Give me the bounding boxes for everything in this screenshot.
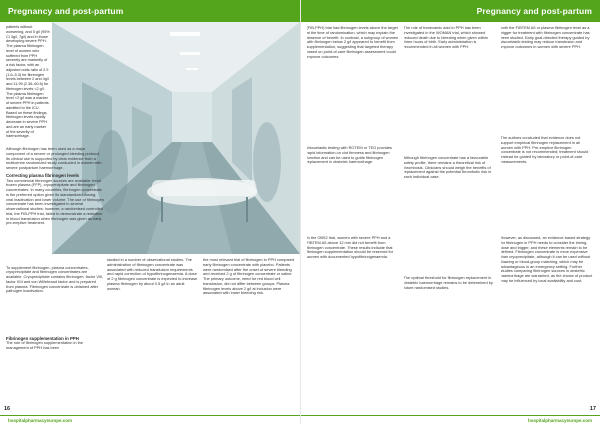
subheading: Correcting plasma fibrinogen levels [6,173,80,178]
paragraph: The optimal threshold for fibrinogen replacement in obstetric haemorrhage remains to be determined by future randomised studies. [403,276,493,290]
left-col3 [203,258,295,398]
right-col2 [404,26,496,396]
paragraph: (FIB-PPH) trial had fibrinogen levels above the target at the time of randomisation, which may explain the absence of benefit. In contrast, a subgroup of women with fibrinogen below 2 g/l appeared to benefit from supplementation, suggesting that targeted therapy based on point-of-care fibrinogen assessment could improve outcomes. [306,26,399,59]
left-col2 [107,258,199,398]
paragraph: Two commercial fibrinogen sources are available: fresh frozen plasma (FFP), cryoprecipitate and fibrinogen concentrates. In many countries, fibrinogen concentrate is the preferred option given its standardized dosing, viral inactivation and lower volume. The use of fibrinogen concentrate has been investigated in several observational studies; however, a randomised controlled trial, the FIB-PPH trial, failed to demonstrate a reduction in blood transfusion when fibrinogen was given as early pre-emptive treatment. [6,178,104,226]
paragraph: The role of tranexamic acid in PPH has been investigated in the WOMAN trial, which showed reduced death due to bleeding when given within three hours of birth. Early administration is recommended in all women with PPH. [403,26,488,49]
left-col1 [6,147,104,355]
section-title: Pregnancy and post-partum [8,6,124,16]
paragraph: The role of fibrinogen supplementation in the management of PPH has been [6,341,83,351]
subheading: Fibrinogen supplementation in PPH [6,335,79,341]
paragraph: the most relevant trial of fibrinogen in PPH compared early fibrinogen concentrate with placebo. Patients were randomised after the onset of severe bleeding and received 2 g of fibrinogen concentrate or saline. The primary outcome, need for red blood cell transfusion, did not differ between groups. Plasma fibrinogen levels above 2 g/l at inclusion were associated with lower bleeding risk. [203,258,295,296]
footer-rule [301,415,600,416]
paragraph: In the OBS2 trial, women with severe PPH and a FIBTEM A5 above 12 mm did not benefit from fibrinogen concentrate. These results indicate that fibrinogen supplementation should be reserved for women with documented hypofibrinogenaemia. [306,236,394,259]
page-number: 17 [589,406,596,412]
right-col3 [501,26,593,396]
paragraph: Although fibrinogen concentrate has a favourable safety profile, there remains a theoretical risk of thrombosis. Clinicians should weigh the benefits of replacement against the potential thrombotic risk in each individual case. [403,156,492,179]
footer-url: hospitalpharmacyeurope.com [527,418,592,423]
paragraph: both the FIBTEM A5 or plasma fibrinogen level as a trigger for treatment with fibrinogen concentrate has been studied. Early goal-directed therapy guided by viscoelastic testing may reduce transfusion and improve outcomes in women with severe PPH. [500,26,590,49]
paragraph: studied in a number of observational studies. The administration of fibrinogen concentrate was associated with reduced transfusion requirements and rapid correction of hypofibrinogenaemia. A dose of 2 g fibrinogen concentrate is expected to increase plasma fibrinogen by about 0.5 g/l in an adult woman. [107,258,198,291]
footer-url: hospitalpharmacyeurope.com [8,418,73,423]
page-number: 16 [4,406,11,412]
footer-rule [0,415,300,416]
paragraph: Viscoelastic testing with ROTEM or TEG provides rapid information on clot firmness and fibrinogen function and can be used to guide fibrinogen replacement in obstetric haemorrhage. [306,146,392,165]
right-page [301,0,600,424]
section-title: Pregnancy and post-partum [476,6,592,16]
paragraph: patients without worsening, and 5 g/l (95% CI 3g/l, 7g/l) and in those developing severe PPH. The plasma fibrinogen level of women who suffered from PPH severely are markedly of a risk factor, with an adjusted odds ratio of 2.9 (1.6–5.3) for fibrinogen levels between 2 and 4g/l and 11.99 (2.36–60.6) for fibrinogen levels <2 g/l. The plasma fibrinogen level <2 g/l was a marker of severe PPH in patients admitted to the ICU. Based on these findings, fibrinogen levels rapidly decrease in severe PPH and are an early marker of the severity of haemorrhage. [6,25,50,139]
paragraph: The authors concluded that evidence does not support empirical fibrinogen replacement in all women with PPH. Pre-emptive fibrinogen concentrate is not recommended; treatment should instead be guided by laboratory or point-of-care measurements. [500,136,589,164]
paragraph: However, as discussed, an evidence-based strategy for fibrinogen in PPH needs to consider the timing, dose and trigger, and these elements remain to be defined. Fibrinogen concentrate is more expensive than cryoprecipitate, although it can be used without thawing or blood-group matching, which may be advantageous in an emergency setting. Further studies comparing fibrinogen sources in obstetric haemorrhage are warranted, as the choice of product may be influenced by local availability and cost. [500,236,593,283]
header-bar [301,0,600,22]
paragraph: To supplement fibrinogen, plasma concentrates, cryoprecipitate and fibrinogen concentrates are available. Cryoprecipitate contains fibrinogen, factor VIII, factor XIII and von Willebrand factor and is prepared from plasma. Fibrinogen concentrate is obtained after pathogen inactivation. [6,265,104,294]
header-bar [0,0,300,22]
right-col1 [307,26,399,396]
paragraph: Although fibrinogen has been used as a major component of a severe or prolonged bleeding protocol, its clinical use is supported by clear evidence from a multicentre randomized study conducted in women with severe postpartum haemorrhage. [6,147,102,170]
left-col1-upper [6,25,50,143]
